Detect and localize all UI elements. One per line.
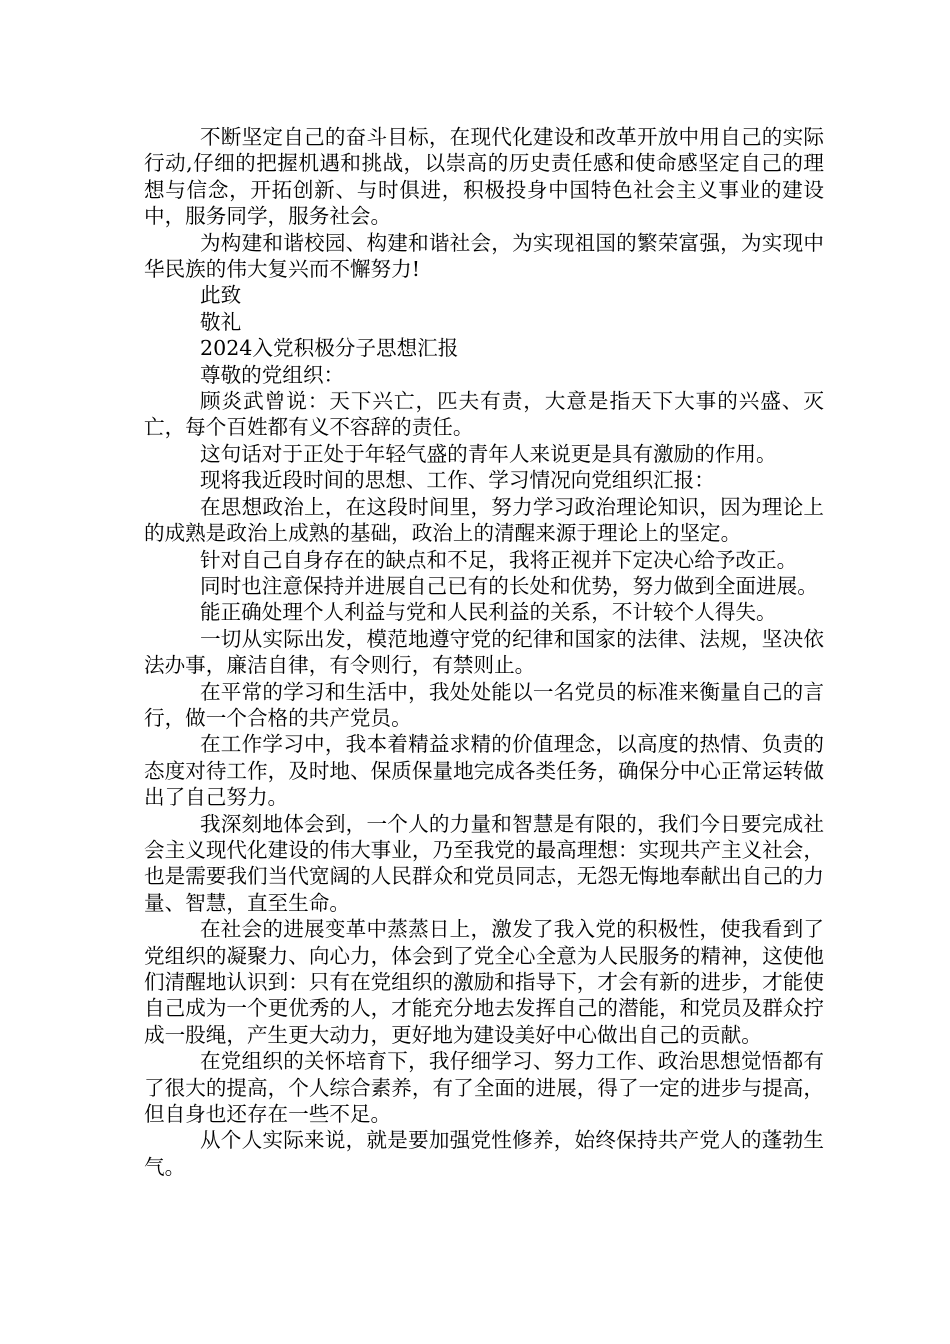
paragraph-interests: 能正确处理个人利益与党和人民利益的关系，不计较个人得失。 <box>200 600 777 625</box>
paragraph-shortcomings: 针对自己自身存在的缺点和不足，我将正视并下定决心给予改正。 <box>200 547 798 572</box>
closing-cizhi: 此致 <box>200 283 242 308</box>
paragraph-gu-yanwu: 顾炎武曾说：天下兴亡，匹夫有责，大意是指天下大事的兴盛、灭亡，每个百姓都有义不容辞的责任。 <box>144 389 824 440</box>
document-page <box>144 124 824 1180</box>
paragraph-daily-life: 在平常的学习和生活中，我处处能以一名党员的标准来衡量自己的言行，做一个合格的共产党员。 <box>144 679 824 730</box>
salutation: 尊敬的党组织： <box>200 362 345 387</box>
paragraph-self-cultivation: 从个人实际来说，就是要加强党性修养，始终保持共产党人的蓬勃生气。 <box>144 1128 824 1179</box>
report-title: 2024入党积极分子思想汇报 <box>200 336 459 361</box>
paragraph-discipline: 一切从实际出发，模范地遵守党的纪律和国家的法律、法规，坚决依法办事，廉洁自律，有令则行，有禁则止。 <box>144 626 824 678</box>
paragraph-report-intro: 现将我近段时间的思想、工作、学习情况向党组织汇报： <box>200 468 715 493</box>
paragraph-strengths: 同时也注意保持并进展自己已有的长处和优势，努力做到全面进展。 <box>200 573 818 598</box>
paragraph-party-care: 在党组织的关怀培育下，我仔细学习、努力工作、政治思想觉悟都有了很大的提高，个人综合素养，有了全面的进展，得了一定的进步与提高，但自身也还存在一些不足。 <box>144 1049 824 1127</box>
paragraph-understanding: 我深刻地体会到，一个人的力量和智慧是有限的，我们今日要完成社会主义现代化建设的伟大事业，乃至我党的最高理想：实现共产主义社会，也是需要我们当代宽阔的人民群众和党员同志，无怨无悔地奉献出自己的力量、智慧，直至生命。 <box>144 811 824 915</box>
paragraph-harmony: 为构建和谐校园、构建和谐社会，为实现祖国的繁荣富强，为实现中华民族的伟大复兴而不懈努力! <box>144 230 824 282</box>
paragraph-goals: 不断坚定自己的奋斗目标，在现代化建设和改革开放中用自己的实际行动,仔细的把握机遇和挑战，以崇高的历史责任感和使命感坚定自己的理想与信念，开拓创新、与时俱进，积极投身中国特色社会主义事业的建设中，服务同学，服务社会。 <box>144 125 824 229</box>
paragraph-political-thought: 在思想政治上，在这段时间里，努力学习政治理论知识，因为理论上的成熟是政治上成熟的基础，政治上的清醒来源于理论上的坚定。 <box>144 494 824 546</box>
paragraph-youth: 这句话对于正处于年轻气盛的青年人来说更是具有激励的作用。 <box>200 441 777 466</box>
paragraph-social-progress: 在社会的进展变革中蒸蒸日上，激发了我入党的积极性，使我看到了党组织的凝聚力、向心力，体会到了党全心全意为人民服务的精神，这使他们清醒地认识到：只有在党组织的激励和指导下，才会有新的进步，才能使自己成为一个更优秀的人，才能充分地去发挥自己的潜能，和党员及群众拧成一股绳，产生更大动力，更好地为建设美好中心做出自己的贡献。 <box>144 917 824 1047</box>
closing-jingli: 敬礼 <box>200 309 242 334</box>
paragraph-work-study: 在工作学习中，我本着精益求精的价值理念，以高度的热情、负责的态度对待工作，及时地、保质保量地完成各类任务，确保分中心正常运转做出了自己努力。 <box>144 732 824 810</box>
